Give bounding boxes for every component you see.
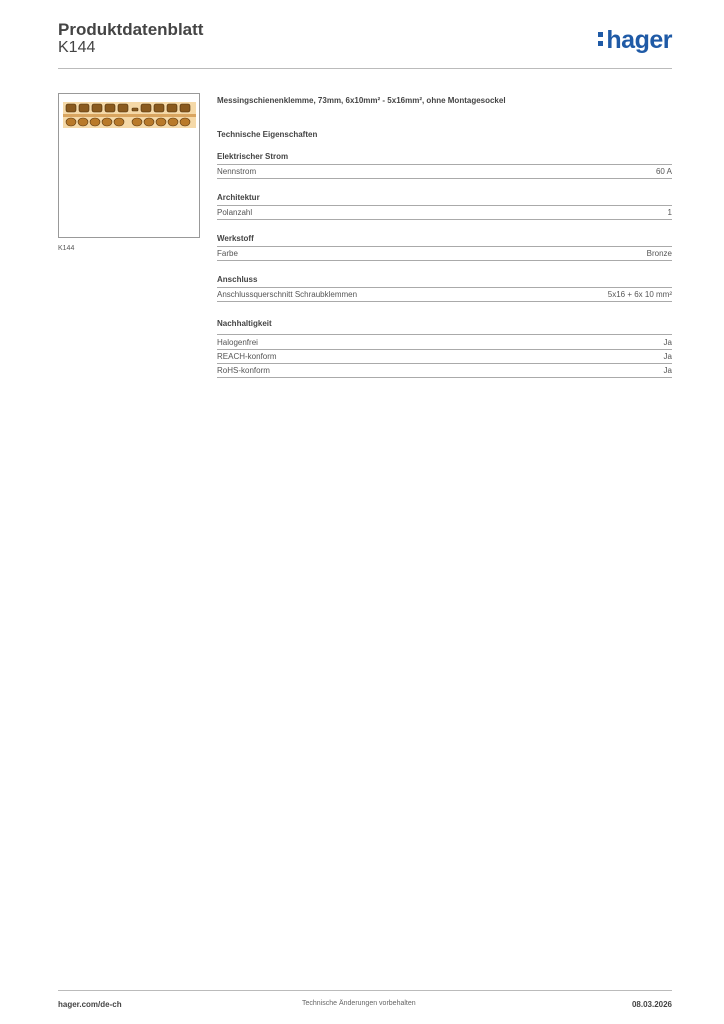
property-row: [217, 288, 672, 302]
property-row: [217, 335, 672, 350]
logo-colon-icon: [598, 31, 603, 47]
terminal-block-image: [63, 100, 196, 130]
product-image-frame: [58, 93, 200, 238]
footer-date: 08.03.2026: [631, 1000, 672, 1009]
property-value: Ja: [663, 338, 672, 347]
property-label: Anschlussquerschnitt Schraubklemmen: [217, 290, 358, 299]
property-value: Ja: [663, 366, 672, 375]
image-caption: K144: [58, 245, 75, 252]
hager-logo: [598, 26, 672, 55]
product-description: Messingschienenklemme, 73mm, 6x10mm² - 5x16mm², ohne Montagesockel: [217, 96, 506, 105]
property-label: Nennstrom: [217, 167, 257, 176]
property-value: 1: [667, 208, 672, 217]
group-title: Elektrischer Strom: [217, 152, 672, 165]
page-footer: [58, 990, 672, 1009]
product-code: K144: [58, 39, 96, 56]
property-value: 60 A: [655, 167, 672, 176]
group-title: Architektur: [217, 193, 672, 206]
property-row: [217, 350, 672, 364]
property-value: Bronze: [646, 249, 672, 258]
page-header: [58, 20, 672, 69]
property-label: Halogenfrei: [217, 338, 258, 347]
section-title: Technische Eigenschaften: [217, 130, 318, 139]
property-row: [217, 364, 672, 378]
property-row: [217, 165, 672, 179]
group-title: Anschluss: [217, 275, 672, 288]
property-label: Farbe: [217, 249, 238, 258]
property-value: Ja: [663, 352, 672, 361]
footer-disclaimer: Technische Änderungen vorbehalten: [302, 1000, 416, 1007]
page-title: Produktdatenblatt: [58, 20, 204, 39]
group-title: Werkstoff: [217, 234, 672, 247]
group-title: Nachhaltigkeit: [217, 319, 672, 335]
footer-website: hager.com/de-ch: [58, 1000, 122, 1009]
property-label: RoHS-konform: [217, 366, 270, 375]
property-row: [217, 247, 672, 261]
logo-text: hager: [606, 26, 672, 54]
property-label: Polanzahl: [217, 208, 253, 217]
property-row: [217, 206, 672, 220]
product-details: [217, 96, 672, 378]
property-value: 5x16 + 6x 10 mm²: [607, 290, 672, 299]
property-label: REACH-konform: [217, 352, 277, 361]
